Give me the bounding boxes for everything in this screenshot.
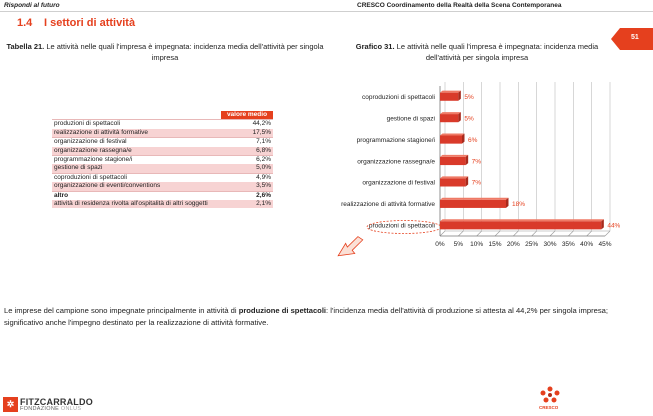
chart-bar-top bbox=[440, 134, 465, 136]
table-cell-value: 5,0% bbox=[221, 164, 273, 173]
chart-floor-tick bbox=[605, 231, 610, 236]
chart-x-tick-label: 0% bbox=[435, 241, 445, 248]
table-cell-label: produzioni di spettacoli bbox=[52, 120, 221, 129]
chart-floor-tick bbox=[532, 231, 537, 236]
table-header-value: valore medio bbox=[221, 111, 273, 120]
table-row bbox=[52, 200, 273, 208]
cresco-logo-text: CRESCO bbox=[539, 405, 559, 410]
chart-floor-tick bbox=[513, 231, 518, 236]
chart-bar bbox=[440, 221, 601, 229]
chart-data-label: 5% bbox=[464, 94, 474, 102]
table-row bbox=[52, 120, 273, 129]
table-cell-label: gestione di spazi bbox=[52, 164, 221, 173]
chart-data-label: 7% bbox=[471, 158, 482, 166]
table-row bbox=[52, 138, 273, 147]
chart-category-label: produzioni di spettacoli bbox=[368, 222, 435, 230]
paragraph-bold: produzione di spettacoli bbox=[238, 306, 327, 315]
table-cell-value: 3,5% bbox=[221, 182, 273, 191]
chart-caption-text: Le attività nelle quali l'impresa è impegnata: incidenza media dell'attività per singola impresa bbox=[394, 42, 599, 62]
chart-floor-tick bbox=[587, 231, 592, 236]
paragraph-lead: Le imprese del campione sono impegnate principalmente in attività di bbox=[4, 306, 239, 315]
fitzcarraldo-logo-icon: ✲ bbox=[3, 397, 18, 412]
chart-x-tick-label: 5% bbox=[453, 241, 464, 248]
chart-x-tick-label: 25% bbox=[525, 241, 539, 248]
chart-floor-tick bbox=[568, 231, 573, 236]
table-cell-label: programmazione stagione/i bbox=[52, 156, 221, 165]
chart-bar bbox=[440, 93, 458, 101]
chart-bar bbox=[440, 136, 462, 144]
cresco-logo bbox=[538, 385, 564, 413]
table-cell-value: 4,9% bbox=[221, 173, 273, 182]
table-row bbox=[52, 173, 273, 182]
fitzcarraldo-logo-subtext bbox=[20, 406, 81, 412]
section-number: 1.4 bbox=[17, 17, 33, 29]
table-cell-label: altro bbox=[52, 191, 221, 200]
body-paragraph bbox=[4, 305, 644, 329]
chart-bar-top bbox=[440, 155, 468, 157]
chart-floor-tick bbox=[477, 231, 482, 236]
chart-x-tick-label: 10% bbox=[470, 241, 484, 248]
table-cell-label: coproduzioni di spettacoli bbox=[52, 173, 221, 182]
activities-table bbox=[52, 111, 273, 208]
chart-data-label: 18% bbox=[512, 201, 526, 209]
table-row bbox=[52, 191, 273, 200]
chart-bar-top bbox=[440, 198, 509, 200]
chart-category-label: coproduzioni di spettacoli bbox=[362, 94, 435, 102]
page-number: 51 bbox=[631, 34, 639, 41]
table-cell-label: organizzazione rassegna/e bbox=[52, 147, 221, 156]
page-number-flag bbox=[611, 28, 653, 50]
table-row bbox=[52, 156, 273, 165]
section-title bbox=[17, 17, 135, 29]
table-cell-value: 6,8% bbox=[221, 147, 273, 156]
table-cell-label: attività di residenza rivolta all'ospitalità di altri soggetti bbox=[52, 200, 221, 208]
chart-x-tick-label: 20% bbox=[506, 241, 520, 248]
chart-bar-top bbox=[440, 91, 461, 93]
chart-bar bbox=[440, 178, 466, 186]
table-header-row bbox=[52, 111, 273, 120]
section-title-text: I settori di attività bbox=[44, 17, 136, 29]
chart-data-label: 7% bbox=[471, 179, 482, 187]
table-row bbox=[52, 147, 273, 156]
chart-bar-top bbox=[440, 219, 604, 221]
logo-sub-a: FONDAZIONE bbox=[20, 406, 60, 412]
table-cell-value: 7,1% bbox=[221, 138, 273, 147]
chart-x-tick-label: 15% bbox=[488, 241, 502, 248]
highlight-arrow-icon bbox=[334, 220, 444, 258]
chart-bar-top bbox=[440, 176, 468, 178]
table-row bbox=[52, 129, 273, 138]
table-cell-value: 6,2% bbox=[221, 156, 273, 165]
table-cell-label: realizzazione di attività formative bbox=[52, 129, 221, 138]
chart-bar bbox=[440, 200, 506, 208]
chart-data-label: 44% bbox=[607, 222, 620, 230]
chart-caption-label: Grafico 31. bbox=[355, 42, 395, 51]
chart-x-tick-label: 40% bbox=[580, 241, 594, 248]
chart-bar bbox=[440, 157, 466, 165]
table-caption-text: Le attività nelle quali l'impresa è impegnata: incidenza media dell'attività per singola impresa bbox=[44, 42, 324, 62]
table-caption bbox=[0, 41, 330, 63]
chart-category-label: realizzazione di attività formative bbox=[341, 201, 435, 209]
logo-sub-b: ONLUS bbox=[60, 406, 82, 412]
chart-data-label: 5% bbox=[464, 115, 474, 123]
table-caption-label: Tabella 21. bbox=[6, 42, 45, 51]
table-cell-value: 2,6% bbox=[221, 191, 273, 200]
cresco-logo-icon bbox=[538, 385, 562, 405]
table-cell-label: organizzazione di eventi/conventions bbox=[52, 182, 221, 191]
table-cell-label: organizzazione di festival bbox=[52, 138, 221, 147]
table-cell-value: 2,1% bbox=[221, 200, 273, 208]
table-row bbox=[52, 182, 273, 191]
chart-category-label: organizzazione rassegna/e bbox=[357, 158, 435, 166]
table-cell-value: 17,5% bbox=[221, 129, 273, 138]
header-right: CRESCO Coordinamento della Realtà della Scena Contemporanea bbox=[357, 2, 562, 9]
chart-category-label: organizzazione di festival bbox=[362, 179, 435, 187]
chart-category-label: programmazione stagione/i bbox=[356, 136, 435, 144]
chart-bar-top bbox=[440, 112, 461, 114]
table-cell-value: 44,2% bbox=[221, 120, 273, 129]
chart-caption bbox=[341, 41, 613, 63]
chart-data-label: 6% bbox=[468, 136, 478, 144]
chart-floor-tick bbox=[550, 231, 555, 236]
chart-floor-tick bbox=[458, 231, 463, 236]
chart-x-tick-label: 35% bbox=[561, 241, 575, 248]
paragraph-tail: : l'incidenza media dell'attività di produzione si attesta al 44,2% per singola impresa; significativo anche l'impegno destinato per la realizzazione di attività formative. bbox=[4, 306, 608, 327]
chart-x-tick-label: 45% bbox=[598, 241, 612, 248]
fitzcarraldo-logo-text: FITZCARRALDO bbox=[20, 397, 93, 407]
chart-bar bbox=[440, 114, 458, 122]
chart-category-label: gestione di spazi bbox=[386, 115, 435, 123]
chart-x-tick-label: 30% bbox=[543, 241, 557, 248]
table-header-empty bbox=[52, 111, 221, 120]
chart-floor-tick bbox=[495, 231, 500, 236]
header-divider bbox=[0, 11, 653, 12]
header-left: Rispondi al futuro bbox=[4, 2, 60, 9]
table-row bbox=[52, 164, 273, 173]
